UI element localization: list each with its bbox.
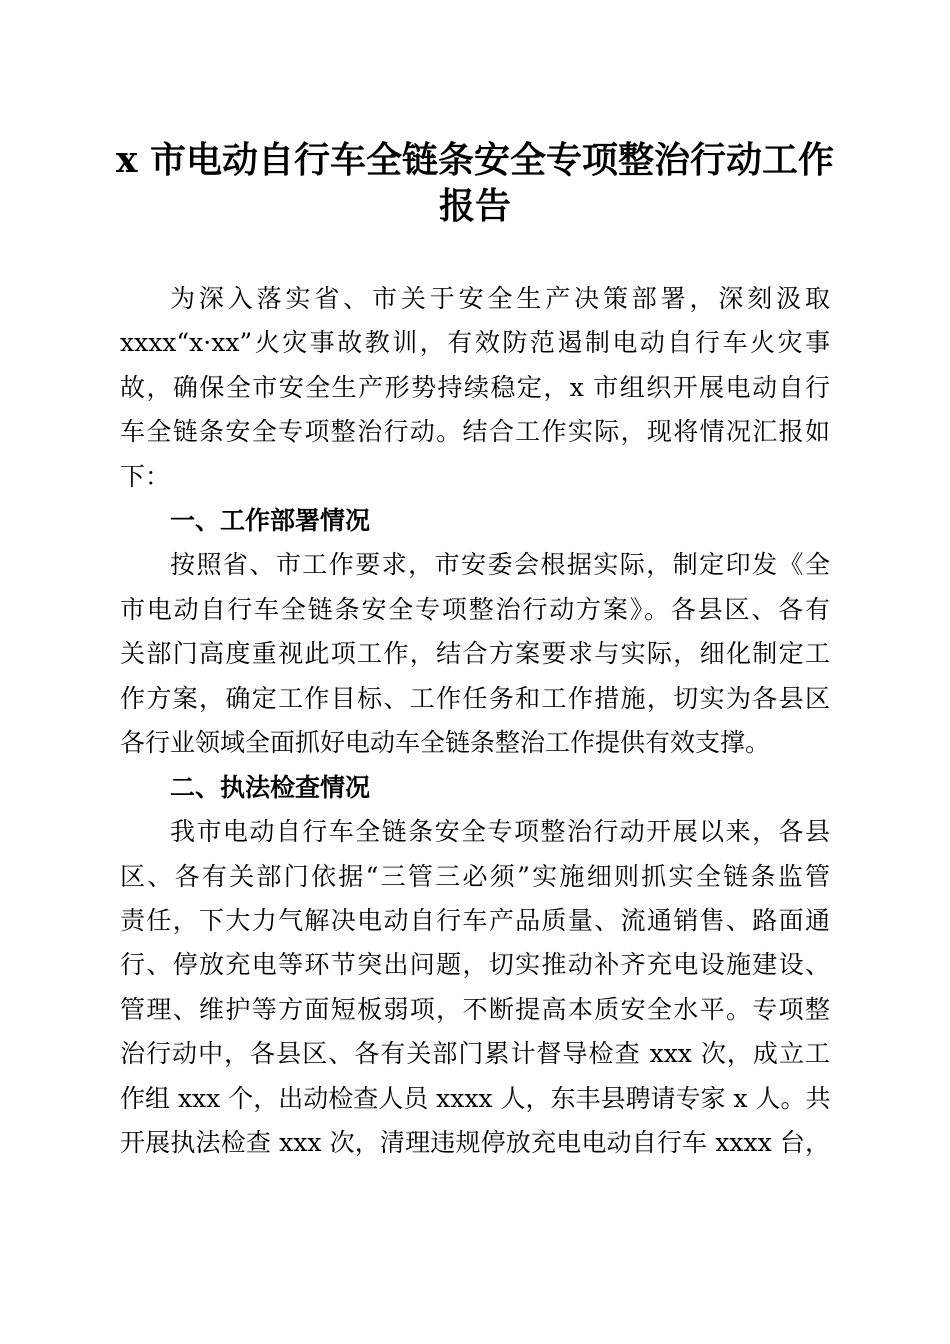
section2-line: 治行动中，各县区、各有关部门累计督导检查 xxx 次，成立工 (120, 1039, 830, 1068)
intro-line: xxxx“x·xx”火灾事故教训，有效防范遏制电动自行车火灾事 (120, 328, 830, 357)
section1-line: 按照省、市工作要求，市安委会根据实际，制定印发《全 (170, 550, 830, 579)
document-title-line1: x 市电动自行车全链条安全专项整治行动工作 (116, 139, 834, 181)
intro-line: 故，确保全市安全生产形势持续稳定，x 市组织开展电动自行 (120, 373, 830, 402)
section2-line: 开展执法检查 xxx 次，清理违规停放充电电动自行车 xxxx 台， (120, 1128, 830, 1157)
section2-heading: 二、执法检查情况 (170, 773, 371, 802)
section1-line: 各行业领域全面抓好电动车全链条整治工作提供有效支撑。 (120, 728, 771, 757)
section2-line: 我市电动自行车全链条安全专项整治行动开展以来，各县 (170, 817, 830, 846)
intro-line: 车全链条安全专项整治行动。结合工作实际，现将情况汇报如 (120, 417, 830, 446)
section2-line: 管理、维护等方面短板弱项，不断提高本质安全水平。专项整 (120, 995, 830, 1024)
section1-line: 关部门高度重视此项工作，结合方案要求与实际，细化制定工 (120, 639, 830, 668)
section2-line: 区、各有关部门依据“三管三必须”实施细则抓实全链条监管 (120, 862, 830, 891)
section2-line: 作组 xxx 个，出动检查人员 xxxx 人，东丰县聘请专家 x 人。共 (120, 1084, 831, 1113)
intro-line: 下： (120, 462, 171, 491)
section1-line: 作方案，确定工作目标、工作任务和工作措施，切实为各县区 (120, 684, 830, 713)
section2-line: 行、停放充电等环节突出问题，切实推动补齐充电设施建设、 (120, 950, 830, 979)
section2-line: 责任，下大力气解决电动自行车产品质量、流通销售、路面通 (120, 906, 830, 935)
section1-line: 市电动自行车全链条安全专项整治行动方案》。各县区、各有 (120, 595, 830, 624)
document-title-line2: 报告 (438, 185, 511, 227)
section1-heading: 一、工作部署情况 (170, 506, 371, 535)
intro-line: 为深入落实省、市关于安全生产决策部署，深刻汲取 (170, 284, 830, 313)
